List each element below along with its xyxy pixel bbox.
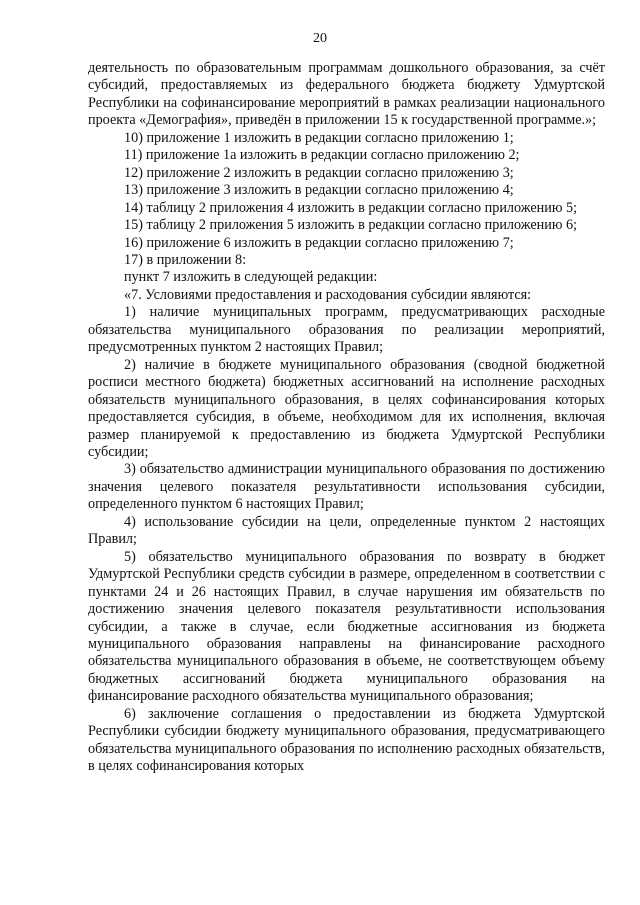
paragraph-continuation: деятельность по образовательным программам дошкольного образования, за счёт субсидий, предоставляемых из федерального бюджета бюджету Удмуртской Республики на софинансирование мероприятий в рамках реализации национального проекта «Демография», приведён в приложении 15 к государственной программе.»; (88, 60, 605, 129)
paragraph-item-11: 11) приложение 1а изложить в редакции согласно приложению 2; (124, 147, 520, 164)
paragraph-condition-3: 3) обязательство администрации муниципального образования по достижению значения целевого показателя результативности использования субсидии, определенного пунктом 6 настоящих Правил; (88, 461, 605, 513)
paragraph-point-7-intro: пункт 7 изложить в следующей редакции: (124, 269, 378, 286)
paragraph-item-16: 16) приложение 6 изложить в редакции согласно приложению 7; (124, 234, 514, 251)
paragraph-condition-4: 4) использование субсидии на цели, определенные пунктом 2 настоящих Правил; (88, 513, 605, 548)
paragraph-item-10: 10) приложение 1 изложить в редакции согласно приложению 1; (124, 129, 514, 146)
page-number: 20 (313, 31, 327, 46)
paragraph-condition-6: 6) заключение соглашения о предоставлении из бюджета Удмуртской Республики субсидии бюджету муниципального образования, предусматривающего обязательства муниципального образования по исполнению расходных обязательств, в целях софинансирования которых (88, 705, 605, 775)
document-body (88, 60, 605, 776)
paragraph-item-15: 15) таблицу 2 приложения 5 изложить в редакции согласно приложению 6; (124, 217, 578, 234)
paragraph-condition-1: 1) наличие муниципальных программ, предусматривающих расходные обязательства муниципального образования по реализации мероприятий, предусмотренных пунктом 2 настоящих Правил; (88, 304, 605, 356)
paragraph-item-12: 12) приложение 2 изложить в редакции согласно приложению 3; (124, 164, 514, 181)
paragraph-item-14: 14) таблицу 2 приложения 4 изложить в редакции согласно приложению 5; (124, 199, 578, 216)
paragraph-condition-5: 5) обязательство муниципального образования по возврату в бюджет Удмуртской Республики средств субсидии в размере, определенном в соответствии с пунктами 24 и 26 настоящих Правил, в случае нарушения им обязательств по достижению значения целевого показателя результативности использования субсидии, а также в случае, если бюджетные ассигнования из бюджета муниципального образования направлены на финансирование расходного обязательства муниципального образования в объеме, не соответствующем объему бюджетных ассигнований бюджета муниципального образования на финансирование расходного обязательства муниципального образования; (88, 548, 605, 705)
paragraph-item-17: 17) в приложении 8: (124, 251, 247, 268)
paragraph-condition-2: 2) наличие в бюджете муниципального образования (сводной бюджетной росписи местного бюджета) бюджетных ассигнований на исполнение расходных обязательств муниципального образования, в целях софинансирования которых предоставляется субсидия, в объеме, необходимом для их исполнения, включая размер планируемой к предоставлению из бюджета Удмуртской Республики субсидии; (88, 356, 605, 460)
paragraph-item-13: 13) приложение 3 изложить в редакции согласно приложению 4; (124, 182, 514, 199)
paragraph-point-7-heading: «7. Условиями предоставления и расходования субсидии являются: (124, 286, 532, 303)
